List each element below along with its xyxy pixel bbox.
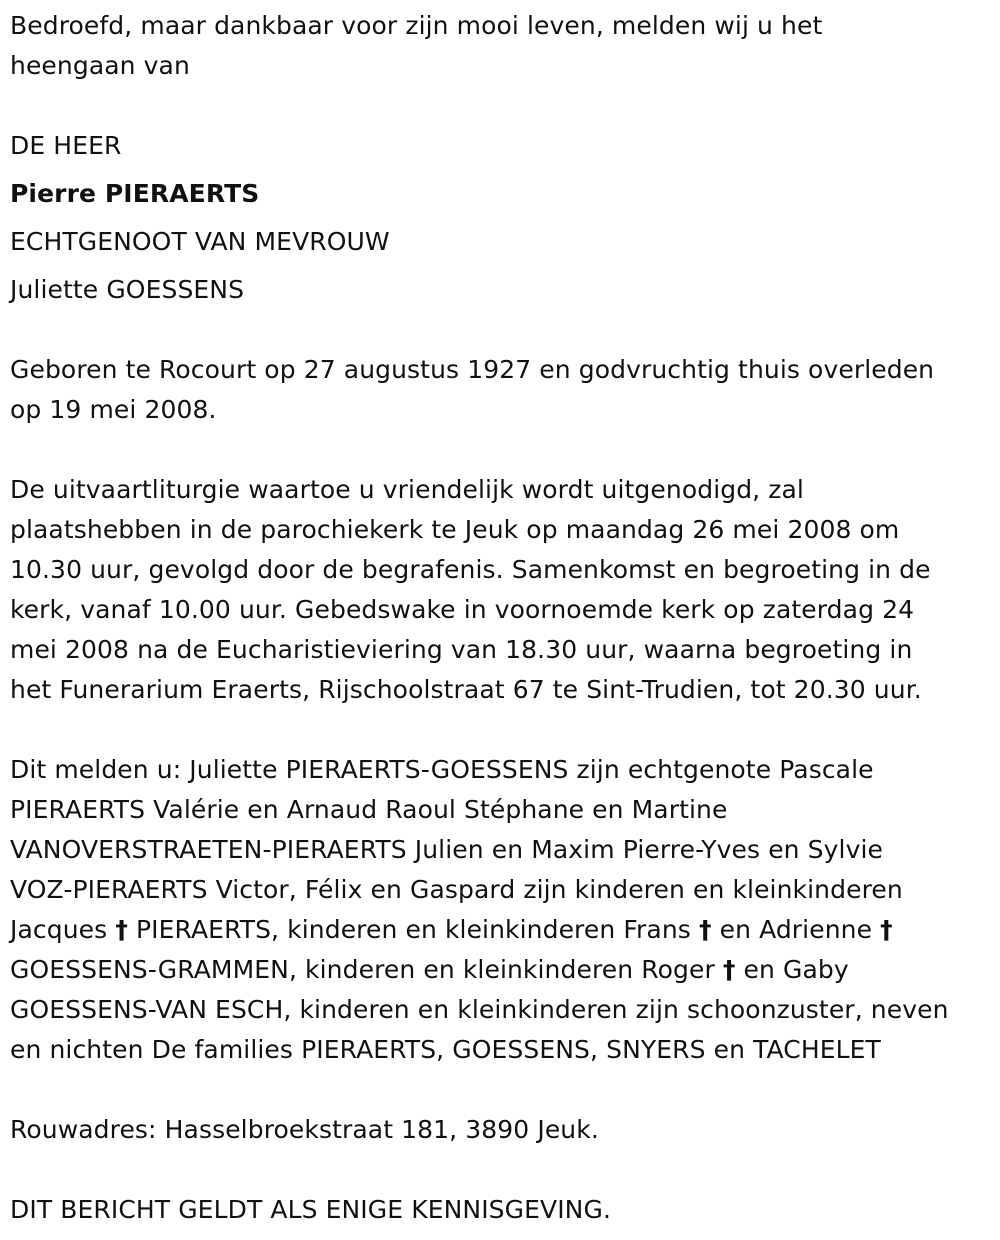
family-line: VOZ-PIERAERTS Victor, Félix en Gaspard zijn kinderen en kleinkinderen xyxy=(10,875,903,904)
family-text: PIERAERTS, kinderen en kleinkinderen Frans xyxy=(127,915,699,944)
deceased-block xyxy=(10,122,990,314)
notice-paragraph xyxy=(10,1190,990,1230)
deceased-title: DE HEER xyxy=(10,131,122,160)
cross-icon: † xyxy=(698,915,712,944)
family-line: PIERAERTS Valérie en Arnaud Raoul Stéphane en Martine xyxy=(10,795,728,824)
funeral-line: plaatshebben in de parochiekerk te Jeuk op maandag 26 mei 2008 om xyxy=(10,515,900,544)
spouse-name: Juliette GOESSENS xyxy=(10,275,245,304)
address-paragraph xyxy=(10,1110,990,1150)
birth-death-paragraph xyxy=(10,350,990,430)
intro-line: Bedroefd, maar dankbaar voor zijn mooi leven, melden wij u het xyxy=(10,11,823,40)
funeral-line: De uitvaartliturgie waartoe u vriendelijk wordt uitgenodigd, zal xyxy=(10,475,804,504)
family-line xyxy=(10,950,990,990)
mourning-address: Rouwadres: Hasselbroekstraat 181, 3890 Jeuk. xyxy=(10,1115,599,1144)
family-line: en nichten De families PIERAERTS, GOESSENS, SNYERS en TACHELET xyxy=(10,1035,881,1064)
cross-icon: † xyxy=(722,955,736,984)
official-notice: DIT BERICHT GELDT ALS ENIGE KENNISGEVING. xyxy=(10,1195,611,1224)
family-text: Jacques xyxy=(10,915,116,944)
funeral-line: mei 2008 na de Eucharistieviering van 18.30 uur, waarna begroeting in xyxy=(10,635,913,664)
intro-line: heengaan van xyxy=(10,51,190,80)
birth-death-line: Geboren te Rocourt op 27 augustus 1927 en godvruchtig thuis overleden xyxy=(10,355,935,384)
family-line xyxy=(10,910,990,950)
family-text: en Gaby xyxy=(735,955,849,984)
family-text: GOESSENS-GRAMMEN, kinderen en kleinkinderen Roger xyxy=(10,955,723,984)
family-paragraph xyxy=(10,750,990,1070)
funeral-line: kerk, vanaf 10.00 uur. Gebedswake in voornoemde kerk op zaterdag 24 xyxy=(10,595,915,624)
birth-death-line: op 19 mei 2008. xyxy=(10,395,217,424)
deceased-name: Pierre PIERAERTS xyxy=(10,179,260,208)
family-line: Dit melden u: Juliette PIERAERTS-GOESSENS zijn echtgenote Pascale xyxy=(10,755,874,784)
family-text: en Adrienne xyxy=(711,915,881,944)
funeral-line: het Funerarium Eraerts, Rijschoolstraat 67 te Sint-Trudien, tot 20.30 uur. xyxy=(10,675,922,704)
cross-icon: † xyxy=(115,915,128,944)
family-line: VANOVERSTRAETEN-PIERAERTS Julien en Maxim Pierre-Yves en Sylvie xyxy=(10,835,883,864)
funeral-line: 10.30 uur, gevolgd door de begrafenis. Samenkomst en begroeting in de xyxy=(10,555,931,584)
cross-icon: † xyxy=(880,915,893,944)
family-line: GOESSENS-VAN ESCH, kinderen en kleinkinderen zijn schoonzuster, neven xyxy=(10,995,949,1024)
spouse-label: ECHTGENOOT VAN MEVROUW xyxy=(10,227,390,256)
intro-paragraph xyxy=(10,6,990,86)
funeral-paragraph xyxy=(10,470,990,710)
